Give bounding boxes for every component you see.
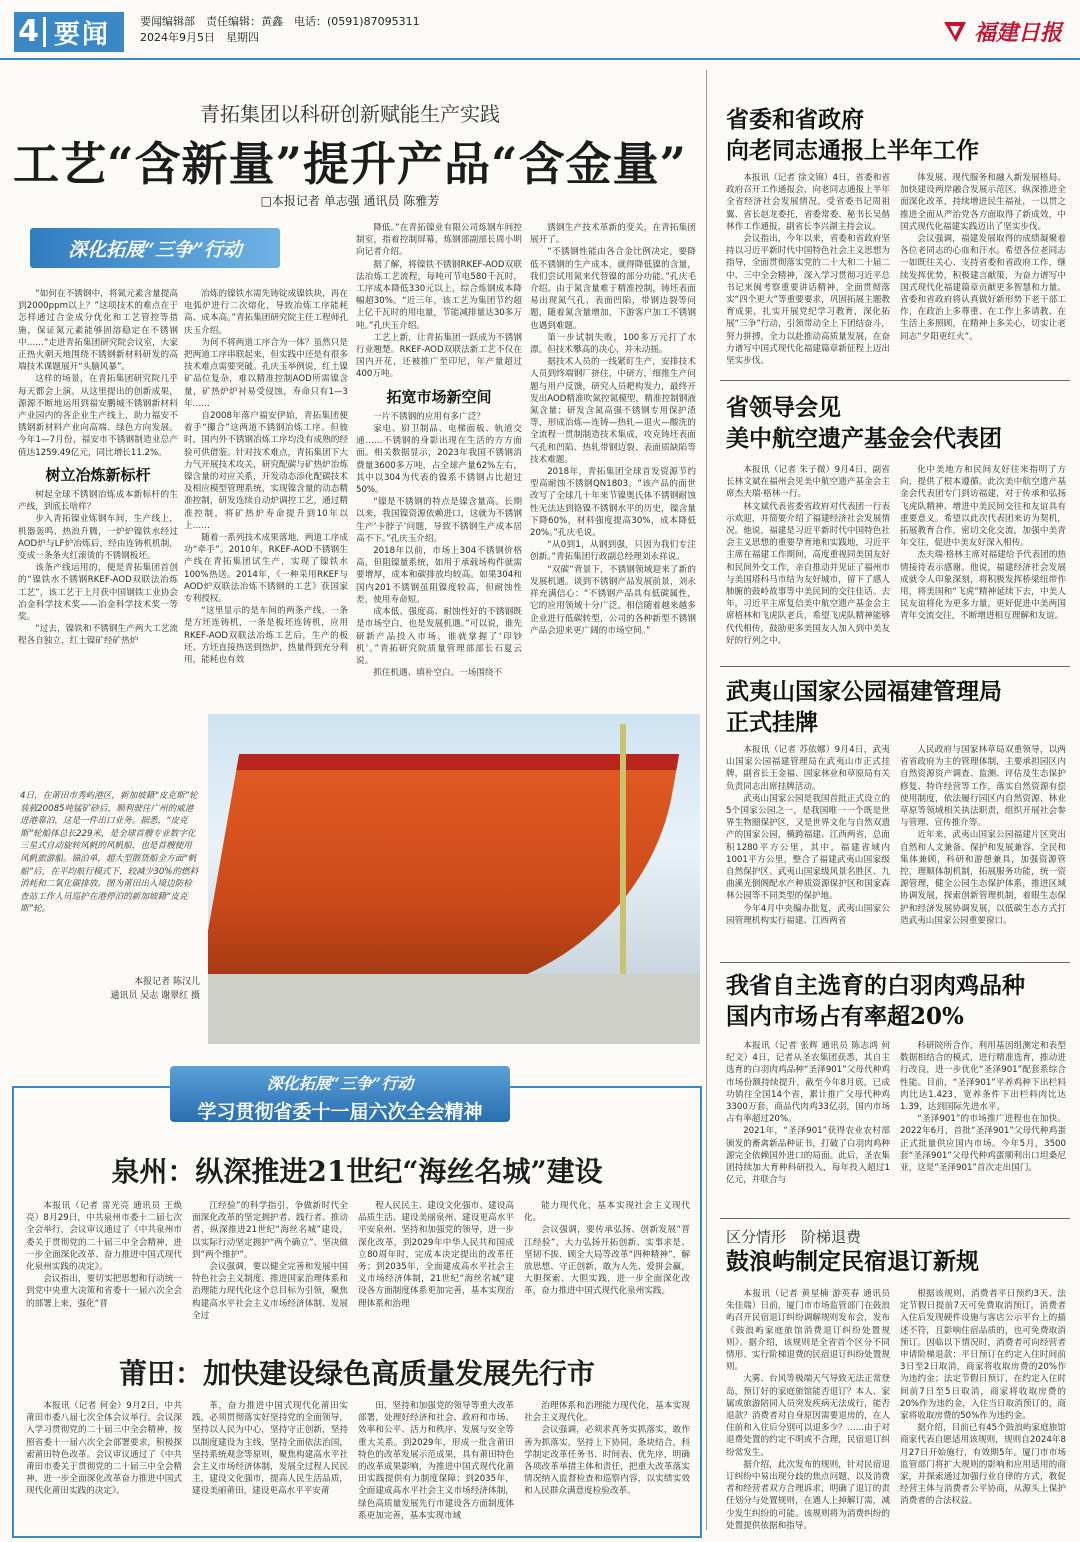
headline-line: 向老同志通报上半年工作	[726, 137, 979, 164]
paragraph: 今年4月中央编办批复，武夷山国家公园管理机构实行福建、江西两省	[726, 903, 890, 926]
article-column	[726, 1040, 890, 1210]
news-photo	[208, 714, 700, 1044]
paragraph: 这样的场景，在青拓集团研究院几乎每天都会上演。从这里提出的创新成果，源源不断地运用到福安鹏城不锈钢新材料产业园内的各企业生产线上，助力福安不锈钢新材料产业向高端、绿色方向发展。今年1—7月份，福安市不锈钢制造业总产值达1259.49亿元，同比增长11.2%。	[18, 374, 178, 458]
paragraph: 为何不将两道工序合为一体？虽然只是把两道工序串联起来，但实践中还是有很多技术难点需要突破。孔庆玉举例说，红土镍矿品位复杂，难以精准控制AOD所需镍含量，矿热炉炉衬易受侵蚀，寿命只有1—3年……	[184, 337, 348, 409]
article-column	[900, 1288, 1066, 1534]
paragraph: 本报讯（记者 张辉 通讯员 陈志鸿 何纪文）4日，记者从圣农集团获悉，其自主选育的白羽肉鸡品种“圣泽901”父母代种鸡市场份额持续提升，截至今年8月底，已成功销往全国14个省，累计推广父母代种鸡3300万套，商品代肉鸡33亿羽，国内市场占有率超过20%。	[726, 1041, 890, 1125]
paragraph: 科研院所合作，利用基因组测定和表型数据相结合的模式，进行精准选育，推动进行改良，进一步优化“圣泽901”配套系综合性能。目前，“圣泽901”平养鸡种下出栏料肉比达1.423，宽养条件下出栏料肉比达1.39，达到国际先进水平。	[900, 1041, 1066, 1113]
section-banner	[170, 1066, 510, 1122]
paragraph: 冶炼的镍铁水需先铸锭成镍铁块，再在电弧炉进行二次熔化，导致冶炼工序能耗高、成本高。”青拓集团研究院主任工程师孔庆玉介绍。	[184, 289, 348, 336]
article-column	[726, 464, 890, 660]
article-column	[900, 744, 1066, 956]
article-column	[726, 172, 890, 372]
paragraph: 田，坚持和加强党的领导等重大改革部署，处理好经济和社会、政府和市场、效率和公平、活力和秩序、发展与安全等重大关系。到2029年，形成一批含莆田特色的改革发展示范成果，具有莆田特色的改革成果影响，为推进中国式现代化莆田实践提供有力制度保障；到2035年，全面建成高水平社会主义市场经济体制，绿色高质量发展先行市建设各方面制度体系更加完善，基本实现市域	[358, 1401, 514, 1521]
lead-column-2	[184, 288, 348, 698]
article-headline	[726, 392, 1066, 454]
paragraph: 根据该规则，消费者平日预约3天、法定节假日提前7天可免费取消预订，消费者入住后发现硬件设施与客店公示平台上的描述不符，且影响住宿品质的，也可免费取消预订。因临以下情况时，消费者可向经营者申请阶梯退款：平日预订在约定入住时间前3日至2日取消，商家将收取房费的20%作为违约金；法定节假日预订，在约定入住时间前7日至5日取消，商家将收取房费的20%作为违约金，入住当日取消预订的，商家将收取房费的50%作为违约金。	[900, 1289, 1066, 1422]
putian-column-4	[524, 1400, 690, 1532]
paragraph: “如何在不锈钢中，将氮元素含量提高到2000ppm以上？”这项技术的难点在于怎样通过合金成分优化和工艺管控等措施，保证氮元素能够固溶稳定在不锈钢中……”走进青拓集团研究院会议室，大家正热火朝天地围绕不锈钢新材料研发的高端技术课题展开“头脑风暴”。	[18, 289, 178, 373]
headline-line: 我省自主选育的白羽肉鸡品种	[726, 972, 1025, 999]
quanzhou-column-1	[26, 1200, 182, 1350]
paragraph: 随着一系列技术成果落地，两道工序成功“牵手”。2010年，RKEF-AOD不锈钢生产线在青拓集团试生产，实现了镍铁水100%热送。2014年，《一种采用RKEF与AOD炉双联法冶炼不锈钢的工艺》获国家专利授权。	[184, 533, 348, 605]
paragraph: 本报讯（记者 何金）9月2日，中共莆田市委八届七次全体会议举行。会议深入学习贯彻党的二十届三中全会精神，按照省委十一届六次全会部署要求，积极探索莆田特色改革。会议审议通过了《中共莆田市委关于贯彻党的二十届三中全会精神，进一步全面深化改革奋力推进中国式现代化莆田实践的决定》。	[26, 1401, 182, 1497]
putian-column-3	[358, 1400, 514, 1532]
article-divider	[720, 666, 1070, 667]
paragraph: 武夷山国家公园是我国首批正式设立的5个国家公园之一，是我国唯一一个既是世界生物圈保护区，又是世界文化与自然双遗产的国家公园，横跨福建、江西两省，总面积1280平方公里，其中，福建省域内1001平方公里，整合了福建武夷山国家级自然保护区、武夷山国家级风景名胜区、九曲溪光倒阁配水产种质资源保护区和国家森林公园等不同类型的保护地。	[726, 793, 890, 902]
paragraph: 树起全球不锈钢冶炼成本新标杆的生产线，到底长啥样？	[18, 490, 178, 513]
putian-headline: 莆田：加快建设绿色高质量发展先行市	[118, 1357, 595, 1390]
paragraph: 大雾、台风等极端天气导致无法正常登岛，预订好的家庭旅馆能否退订？本人、家属或旅游陪同人员突发疾病无法成行，能否退款？消费者对自身原因需要退房的，在人住前和入住后分别可以退多少？……由于对退费处置的约定不明或不合理，民宿退订纠纷常发生。	[726, 1374, 890, 1458]
paragraph: 本报讯（记者 徐文锦）4日，省委和省政府召开工作通报会，向老同志通报上半年全省经济社会发展情况。受省委书记周祖翼、省长赵龙委托，省委常委、秘书长吴偕林作工作通报，副省长李兴湖主持会议。	[726, 173, 890, 232]
paragraph: 该条产线运用的，便是青拓集团首创的“镍铁水不锈钢RKEF-AOD双联法冶炼工艺”，该工艺于上月获中国钢铁工业协会冶金科学技术奖——冶金科学技术奖一等奖。	[18, 563, 178, 623]
quanzhou-column-3	[358, 1200, 514, 1350]
paragraph: 工艺上新，让青拓集团一跃成为不锈钢行业翘楚。RKEF-AOD双联法新工艺不仅在国内开花，还被推广至印尼，年产量超过400万吨。	[356, 332, 522, 380]
logo-mark-icon	[942, 18, 968, 44]
paragraph: 化中美地方和民间友好往来指明了方向，提供了根本遵循。此次美中航空遗产基金会代表团专门到访福建，对于传承和弘扬飞虎队精神、增进中美民间交往和友谊具有重要意义。希望以此次代表团来访为契机，拓展教育合作，密切文化交流，加强中美青年交往，促进中美友好深入相传。	[900, 465, 1066, 549]
paragraph: 2018年以前，市场上304不锈钢价格高，但阻镍量系统，如用于承载场构件就需要增厚，成本和碳排放均较高。如果304和国内201不锈钢虽阻镍度较高，但耐蚀性差，使用寿命短。	[356, 546, 522, 605]
quanzhou-column-2	[192, 1200, 348, 1350]
headline-line: 武夷山国家公园福建管理局	[726, 678, 1002, 705]
headline-line: 省领导会见	[726, 394, 841, 421]
column-divider	[706, 70, 707, 1530]
paragraph: 第一步试制失败，100多万元打了水漂。但技术攀高的决心，并未动摇。	[530, 332, 696, 356]
photo-credit-line: 通讯员 吴志 谢翠红 摄	[110, 991, 200, 1001]
article-headline	[726, 676, 1066, 738]
paragraph: 据介绍，目前已有45个鼓浪屿家庭旅馆商家代表自愿适用该规则，规则自2024年8月27日开始施行，有效期5年。厦门市市场监管部门将扩大规则的影响和应用适用的商家，并探索通过加强行业自律的方式，教促经营主体与消费者公平协商，从源头上保护消费者的合法权益。	[900, 1423, 1066, 1507]
paragraph: 治理体系和治理能力现代化，基本实现社会主义现代化。	[524, 1401, 690, 1424]
paragraph: 能力现代化，基本实现社会主义现代化。	[524, 1201, 690, 1224]
paragraph: 体发展、现代服务和融入新发展格局、加快建设两岸融合发展示范区，纵深推进全面深化改革，持续增进民生福祉，一以贯之推进全面从严治党各方面取得了新成效，中国式现代化福建实践迈出了坚实步伐。	[900, 173, 1066, 232]
photo-credit-line: 本报记者 陈汉儿	[134, 977, 200, 987]
paragraph: 本报讯（记者 雷光亮 通讯员 王焕亮）8月29日，中共泉州市委十二届七次全会举行，会议审议通过了《中共泉州市委关于贯彻党的二十届三中全会精神，进一步全面深化改革、奋力推进中国式现代化泉州实践的决定》。	[26, 1201, 182, 1273]
putian-column-2	[192, 1400, 348, 1532]
paragraph: 会议强调，必须求真务实抓落实，敢作善为抓落实，坚持上下协同，条块结合，科学制定改革任务书、时间表、优先序，明确各项改革举措主体和责任，把重大改革落实情况纳入监督检查和巡察内容，以实绩实效和人民群众满意度检验改革。	[524, 1425, 690, 1497]
crane-illustration	[620, 724, 680, 984]
page-header	[0, 0, 1080, 60]
paragraph: 会议强调，要传承弘扬、创新发展“晋江经验”，大力弘扬开拓创新、实事求是、坚韧不拔、顾全大局等改革“四种精神”，解放思想、守正创新，敢为人先、爱拼会赢，大胆探索、大胆实践，进一步全面深化改革，奋力推进中国式现代化泉州实践。	[524, 1225, 690, 1297]
headline-line: 省委和省政府	[726, 106, 864, 133]
paragraph: “圣泽901”的市场推广进程也在加快。2022年6月，首批“圣泽901”父母代种鸡蛋正式批量供应国内市场。今年5月，3500套“圣泽901”父母代种鸡蛋顺利出口坦桑尼亚，这是“圣泽901”首次走出国门。	[900, 1114, 1066, 1174]
article-divider	[720, 380, 1070, 381]
paragraph: 林文斌代表省委省政府对代表团一行表示欢迎，并简要介绍了福建经济社会发展情况。他说，福建是习近平新时代中国特色社会主义思想的重要孕育地和实践地，习近平主席在福建工作期间，高度重视同美国友好和民间外交工作，亲自推动并见证了福州市与美国塔科马市结为友好城市，留下了感人肺腑的鼓岭故事等中美民间的交往佳话。去年，习近平主席复信美中航空遗产基金会主席格林和飞虎队老兵，希望飞虎队精神能够代代相传，鼓励更多美国友人加入到中美友好的行列之中。	[726, 501, 890, 646]
paragraph: 会议指出，要切实把思想和行动统一到党中央重大决策和省委十一届六次全会的部署上来，强化“晋	[26, 1274, 182, 1309]
editor-line: 要闻编辑部 责任编辑：黄鑫 电话：(0591)87095311	[140, 15, 420, 28]
paragraph: 家电、厨卫制品、电梯面板、轨道交通……不锈钢的身影出现在生活的方方面面。相关数据显示，2023年我国不锈钢消费量3600多万吨，占全球产量62%左右，其中以304为代表的镍系不锈钢占比超过50%。	[356, 424, 522, 496]
quanzhou-column-4	[524, 1200, 690, 1350]
article-column	[900, 1040, 1066, 1210]
paragraph: “镍是不锈钢的特点是镍含量高。长期以来，我国镍资源依赖进口，这就为不锈钢生产‘卡脖子’问题，导致不锈钢生产成本居高不下。”孔庆玉介绍。	[356, 497, 522, 544]
paragraph: 杰夫瑞·格林主席对福建给予代表团的热情接待表示感谢。他说，福建经济社会发展成就令人印象深刻，将积极发挥桥梁纽带作用，将美国和“飞虎”精神延续下去，中美人民友谊将化为更多力量，更好促进中美两国青年交流交往，不断增进相互理解和友谊。	[900, 550, 1066, 622]
paragraph: “双碳”背景下，不锈钢领域迎来了新的发展机遇。谈到不锈钢产品发展前景，刘永祥充满信心：“不锈钢产品具有低碳属性，它的应用领域十分广泛。相信随着越来越多企业进行低碳转型，公司的各种新型不锈钢产品会迎来更广阔的市场空间。”	[530, 564, 696, 636]
article-headline	[726, 104, 1066, 166]
page-number: 4	[14, 17, 46, 47]
section-tab	[14, 12, 124, 52]
paragraph: “不锈钢性能由各合金比例决定，要降低不锈钢的生产成本，就得降低镍的含量，我们尝试用氮来代替镍的部分功能。”孔庆毛介绍。由于氮含量难于精准控制，铸坯表面易出现氮气孔、表面凹陷，带钢边裂等问题，随着氮含量增加，下游客户加工不锈钢也遇到难题。	[530, 247, 696, 331]
lead-column-3	[356, 222, 522, 700]
paragraph: 2018年，青拓集团全球首发资源节约型高耐蚀不锈钢QN1803。“该产品的面世改写了全球几十年来节镍奥氏体不锈钢耐蚀性无法达到铬镍不锈钢水平的历史，镍含量下降60%，材料强度提高30%，成本降低20%。”孔庆毛说。	[530, 467, 696, 539]
photo-credit	[20, 975, 200, 1003]
paragraph: 会议强调，福建发展取得的成绩凝聚着各位老同志的心血和汗水。希望各位老同志一如既往关心、支持省委和省政府工作，继续发挥优势，积极建言献策，为奋力谱写中国式现代化福建篇章贡献更多智慧和力量。省委和省政府将认真做好新形势下老干部工作，在政治上多尊重、在工作上多请教、在生活上多照顾，在精神上多关心，切实让老同志“夕阳更红火”。	[900, 234, 1066, 342]
paragraph: 本报讯（记者 朱子微）9月4日，副省长林文斌在福州会见美中航空遗产基金会主席杰夫瑞·格林一行。	[726, 465, 890, 500]
ship-hull-illustration	[208, 754, 679, 994]
paragraph: 抓住机遇、填补空白。一场围绕不	[373, 668, 503, 679]
paragraph: 据介绍，此次发布的规则，针对民宿退订纠纷中易出现分歧的焦点问题，以及消费者和经营者双方合理诉求，明确了退订的责任划分与处置规则，在遇人上掉解订需，减少发生纠纷的可能。该规则将为消费纠纷的处置提供依据和指导。	[726, 1459, 890, 1531]
headline-line: 美中航空遗产基金会代表团	[726, 425, 1002, 452]
article-headline: 鼓浪屿制定民宿退订新规	[726, 1248, 979, 1275]
header-rule	[0, 58, 1080, 60]
paragraph: 自2008年落户福安伊始，青拓集团便着手“攥合”这两道不锈钢冶炼工序。但彼时，国内外不锈钢冶炼工序均没有成熟的经验可供借鉴。针对技术难点，青拓集团下大力气开展技术攻关，研究配碳与矿热炉冶炼镍含量的对应关系，开发动态添化配碳技术及相应模型管理系统，实现镍含量的动态精准控制，研发连续自动炉调控工艺，通过精准控制，将矿热炉寿命提升到10年以上……	[184, 411, 348, 531]
paragraph: 程人民民主、建设文化强市、建设高品质生活、建设美丽泉州、建设更高水平平安泉州、坚持和加强党的领导，进一步深化改革，到2029年中华人民共和国成立80周年时，完成本决定提出的改革任务；到2035年，全面建成高水平社会主义市场经济体制，21世纪“海丝名城”建设各方面制度体系更加完善，基本实现治理体系和治理	[358, 1201, 514, 1309]
article-column	[726, 744, 890, 956]
paragraph: 成本低、强度高、耐蚀性好的不锈钢既是市场空白，也是发展机遇。”可以说，谁先研新产品投入市场，谁就掌握了‘印钞机’。”青拓研究院质量管理部部长石夏云说。	[356, 607, 522, 666]
article-headline	[726, 970, 1066, 1032]
section-banner-line: 学习贯彻省委十一届六次全会精神	[197, 1101, 483, 1123]
paragraph: “从0到1，从钢到强，只因为我们专注创新。”青拓集团行政副总经理刘永祥说。	[530, 540, 696, 563]
lead-kicker: 青拓集团以科研创新赋能生产实践	[200, 102, 500, 126]
article-divider	[720, 962, 1070, 963]
header-meta	[140, 14, 420, 46]
subheading: 树立冶炼新标杆	[45, 465, 151, 484]
putian-column-1	[26, 1400, 182, 1532]
lead-column-1	[18, 288, 178, 698]
masthead-logo	[942, 12, 1062, 50]
paragraph: 革，奋力推进中国式现代化莆田实践，必须贯彻落实好坚持党的全面领导，坚持以人民为中心，坚持守正创新，坚持以制度建设为主线，坚持全面依法治国，坚持系统观念等原则，聚焦构建高水平社会主义市场经济体制，发展全过程人民民主，建设文化强市，提高人民生活品质，建设美丽莆田，建设更高水平平安莆	[192, 1401, 348, 1497]
masthead-text: 福建日报	[974, 19, 1063, 46]
headline-line: 国内市场占有率超20%	[726, 1003, 964, 1030]
paragraph: 锈钢生产技术革新的变关，在青拓集团展开了。	[530, 223, 696, 246]
paragraph: 一片不锈钢的应用有多广泛？	[373, 411, 485, 422]
headline-line: 正式挂牌	[726, 709, 818, 736]
section-name: 要闻	[54, 19, 111, 50]
date-line: 2024年9月5日 星期四	[140, 31, 259, 44]
paragraph: 据了解，将镍铁不锈钢RKEF-AOD双联法冶炼工艺流程，每吨可节电580千瓦时，工序成本降低330元以上，综合炼钢成本降幅超30%。“近三年，该工艺为集团节约超上亿千瓦时的用电量，节能减排量达30多万吨。”孔庆玉介绍。	[356, 259, 522, 331]
article-column	[726, 1288, 890, 1534]
paragraph: 近年来，武夷山国家公园福建片区突出自然和人文兼备、保护和发展兼容、全民和集体兼顾，科研和游憩兼具，加强资源管控，理顺体制机制，拓展服务功能，统一资源管理，健全公园生态保护体系，推进区域协调发展，探索创新管理机制，着眼生态保护和经济发展协调发展，以低碳生态方式打造武夷山国家公园重要窗口。	[900, 830, 1066, 926]
article-column	[900, 464, 1066, 660]
lead-column-4	[530, 222, 696, 700]
paragraph: “这里显示的是车间的两条产线，一条是方坯连铸机，一条是板坯连铸机，应用RKEF-AOD双联法冶炼工艺后，生产的板坯、方坯直接热送到热炉，热量得到充分利用，能耗也有效	[184, 606, 348, 666]
paragraph: 会议指出，今年以来，省委和省政府坚持以习近平新时代中国特色社会主义思想为指导，全面贯彻落实党的二十大和二十届二中、三中全会精神，深入学习贯彻习近平总书记来闽考察重要讲话精神，全面贯彻落实“四个更大”等重要要求，巩固拓展主题教育成果，扎实开展党纪学习教育，深化拓展“三争”行动，引领带动全上下团结奋斗，努力拼搏，全力以赴推动高质量发展，在奋力谱写中国式现代化福建篇章新征程上迈出坚实步伐。	[726, 234, 890, 367]
paragraph: 会议强调，要以健全完善和发展中国特色社会主义制度、推进国家治理体系和治理能力现代化这个总目标为引领，聚焦构建高水平社会主义市场经济体制、发展全过	[192, 1262, 348, 1321]
article-divider	[720, 1218, 1070, 1219]
paragraph: 降低。”在青拓镍业有限公司炼钢车间控制室，指着控制屏幕，炼钢部副部长周小明向记者介绍。	[356, 223, 522, 258]
paragraph: 本报讯（记者 苏依娜）9月4日，武夷山国家公园福建管理局在武夷山市正式挂牌，副省长王金福、国家林业和草原局有关负责同志出席挂牌活动。	[726, 745, 890, 792]
paragraph: 江经验”的科学指引，争做新时代全面深化改革的坚定拥护者、践行者、推动者，纵深推进21世纪“海丝名城”建设，以实际行动坚定拥护“两个确立”、坚决做到“两个维护”。	[192, 1201, 348, 1260]
campaign-banner: 深化拓展“三争”行动	[30, 228, 280, 268]
dock-illustration	[208, 974, 700, 1044]
lead-headline: 工艺“含新量”提升产品“含金量”	[13, 137, 687, 191]
paragraph: 人民政府与国家林草局双重领导，以两省省政府为主的管理体制，主要承担园区内自然资源资产调查、监测、评估及生态保护修复、特许经营等工作，落实自然资源有偿使用制度，依法履行园区内自然资源、林业草原等领域相关执法职责，组织开展社会参与管理、宣传推介等。	[900, 745, 1066, 829]
paragraph: 步入青拓镍业炼钢车间，生产线上，机器轰鸣、热浪升腾，一炉炉镍铁水经过AOD炉与LF炉冶炼后，经由连铸机机制，变成一条条火红滚烫的不锈钢板坯。	[18, 514, 178, 562]
article-subtitle: 区分情形 阶梯退费	[726, 1228, 862, 1246]
paragraph: 据技术人员的一线紧盯生产，安排技术人员到终端钢厂挤住，中研方，细推生产问题与用户反馈，研究人员耙构发力，最终开发出AOD精准吹氮控氮模型，精准控制钢液氮含量；研发含氮高强不锈钢专用保护渣等，形成冶炼—连铸—热轧—退火—酸洗的全流程一贯制制造技术集成，攻克铸坯表面气孔和凹陷、热轧带钢边裂、表面质缺陷等技术难题。	[530, 357, 696, 465]
paragraph: 2021年，“圣泽901”获得农业农村部颁发的畜禽新品种证书，打破了白羽肉鸡种源完全依赖国外进口的局面。此后，圣农集团持续加大育种科研投入，每年投入超过1亿元，并联合与	[726, 1126, 890, 1186]
section-banner-line: 深化拓展“三争”行动	[266, 1074, 414, 1093]
article-column	[900, 172, 1066, 372]
subheading: 拓宽市场新空间	[386, 387, 492, 406]
photo-caption: 4日，在莆田市秀屿港区，新加坡籍“皮克斯”轮装载20085吨锰矿砂后，顺利驶往广州的威港进港靠泊，这是一件出口业务。据悉，“皮克斯”轮船体总长229米，是全球首艘专业数字化三星式自动旋转风帆的风帆船，也是首艘使用风帆旅游船。锚泊单，超大型散货船全方面“帆船”后，在平均航行模式下，较减少30%的燃料消耗和二氧化碳排放。图为莆田出入境边防检查站工作人员巡护在港停泊的新加坡籍“皮克斯”轮。	[20, 791, 199, 915]
paragraph: “过去，镍铁和不锈钢生产两大工艺流程各自独立，红土镍矿经矿热炉	[18, 624, 178, 647]
lead-byline: □本报记者 单志强 通讯员 陈雅芳	[260, 194, 440, 208]
paragraph: 本报讯（记者 黄星楠 游英春 通讯员 朱佳瑞）日前，厦门市市场监管部门在鼓浪屿召开民宿退订纠纷调解规则发布会，发布《鼓浪屿家庭旅馆消费退订纠纷处置规则》。据介绍，该规则是全省首个区分不同情形、实行阶梯退费的民宿退订纠纷处置规则。	[726, 1289, 890, 1373]
quanzhou-headline: 泉州：纵深推进21世纪“海丝名城”建设	[111, 1155, 603, 1188]
